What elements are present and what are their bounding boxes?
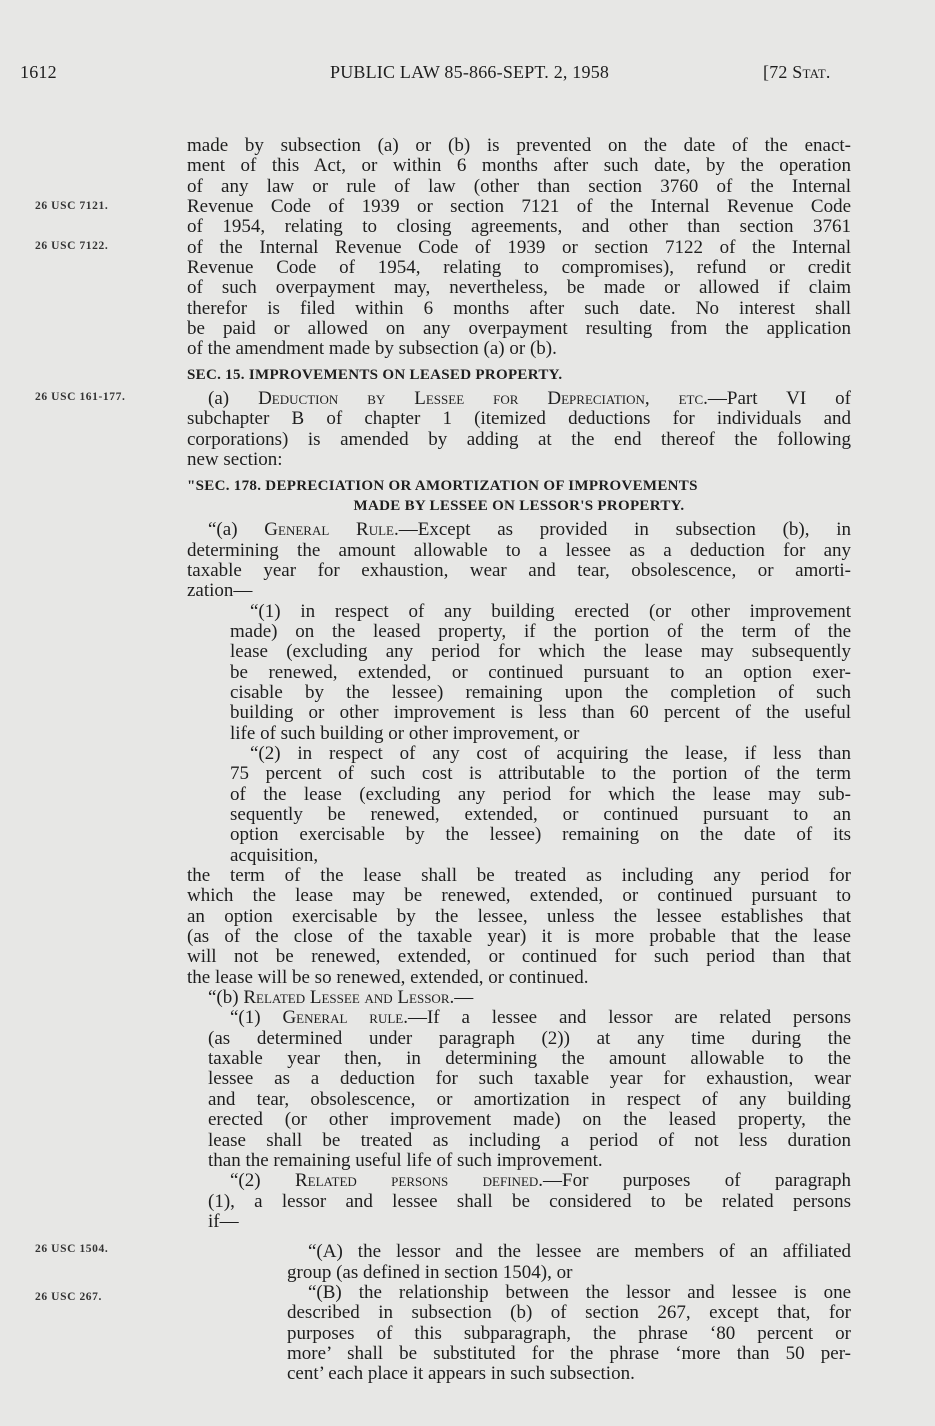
text-line: “(B) the relationship between the lessor and lessee is one [308, 1281, 851, 1303]
text-line: “(2) in respect of any cost of acquiring the lease, if less than [250, 742, 851, 764]
page-number: 1612 [20, 62, 57, 82]
paragraph [208, 1171, 851, 1232]
text-line: be renewed, extended, or continued pursuant to an option exer- [230, 661, 851, 683]
text-line: determining the amount allowable to a lessee as a deduction for any [187, 539, 851, 561]
text-line: Revenue Code of 1954, relating to compromises), refund or credit [187, 257, 851, 279]
margin-note: 26 USC 7121. [35, 200, 109, 212]
text-line: (as determined under paragraph (2)) at any time during the [208, 1027, 851, 1049]
text-line: option exercisable by the lessee) remaining on the date of its [230, 824, 851, 846]
subsection-caption: General rule. [282, 1007, 408, 1029]
margin-note: 26 USC 267. [35, 1291, 102, 1303]
paragraph [187, 866, 851, 988]
text-line: the term of the lease shall be treated as including any period for [187, 865, 851, 887]
text-segment: —Except as provided in subsection (b), in [398, 519, 851, 541]
text-line: acquisition, [230, 844, 319, 866]
text-segment: “(1) [230, 1007, 283, 1029]
subsection-caption: Deduction by Lessee for Depreciation, etc. [258, 388, 708, 410]
text-line: will not be renewed, extended, or continued for such period than that [187, 946, 851, 968]
text-line: described in subsection (b) of section 267, except that, for [287, 1302, 851, 1324]
section-heading [187, 476, 851, 517]
text-line: (1), a lessor and lessee shall be considered to be related persons [208, 1190, 851, 1212]
text-line: cisable by the lessee) remaining upon the completion of such [230, 681, 851, 703]
text-line: taxable year for exhaustion, wear and tear, obsolescence, or amorti- [187, 559, 851, 581]
text-line: erected (or other improvement made) on the leased property, the [208, 1109, 851, 1131]
text-line: ment of this Act, or within 6 months after such date, by the operation [187, 155, 851, 177]
paragraph [187, 988, 851, 1008]
paragraph [187, 520, 851, 601]
text-line: MADE BY LESSEE ON LESSOR'S PROPERTY. [353, 497, 685, 514]
text-line: than the remaining useful life of such improvement. [208, 1149, 603, 1171]
text-segment: “(2) [230, 1170, 295, 1192]
paragraph [208, 1008, 851, 1171]
text-line: zation— [187, 580, 253, 602]
text-line: which the lease may be renewed, extended, or continued pursuant to [187, 885, 851, 907]
text-line: SEC. 15. IMPROVEMENTS ON LEASED PROPERTY. [187, 366, 563, 383]
text-line: 75 percent of such cost is attributable to the portion of the term [230, 763, 851, 785]
margin-note: 26 USC 1504. [35, 1243, 109, 1255]
text-segment: —Part VI of [707, 388, 851, 410]
text-segment: “(a) [208, 519, 265, 541]
text-line: group (as defined in section 1504), or [287, 1261, 573, 1283]
text-line: taxable year then, in determining the amount allowable to the [208, 1048, 851, 1070]
text-line: sequently be renewed, extended, or continued pursuant to an [230, 804, 851, 825]
text-line: "SEC. 178. DEPRECIATION OR AMORTIZATION OF IMPROVEMENTS [187, 477, 698, 494]
text-line: made by subsection (a) or (b) is prevented on the date of the enact- [187, 135, 851, 156]
text-line: “(A) the lessor and the lessee are members of an affiliated [308, 1241, 851, 1263]
paragraph [187, 136, 851, 360]
text-line: if— [208, 1210, 239, 1232]
text-line: more’ shall be substituted for the phrase ‘more than 50 per- [287, 1342, 851, 1364]
text-line: cent’ each place it appears in such subsection. [287, 1363, 635, 1385]
stat-label: Stat. [792, 62, 831, 82]
text-line [208, 1171, 851, 1191]
text-line: be paid or allowed on any overpayment resulting from the application [187, 318, 851, 340]
subsection-caption: General Rule. [264, 519, 399, 541]
subsection-caption: Related Lessee and Lessor. [243, 987, 455, 1009]
text-segment: — [454, 987, 474, 1009]
section-heading [187, 365, 851, 385]
text-line: life of such building or other improvement, or [230, 722, 580, 744]
margin-note: 26 USC 161-177. [35, 391, 126, 403]
text-line: the lease will be so renewed, extended, or continued. [187, 966, 589, 988]
text-line: “(1) in respect of any building erected (or other improvement [250, 600, 851, 622]
text-line [187, 389, 851, 409]
text-line [187, 520, 851, 540]
text-segment: (a) [208, 388, 259, 410]
text-line: an option exercisable by the lessee, unless the lessee establishes that [187, 905, 851, 927]
text-segment: —If a lessee and lessor are related persons [407, 1007, 852, 1029]
margin-note: 26 USC 7122. [35, 240, 109, 252]
text-line: lease shall be treated as including a period of not less duration [208, 1129, 851, 1151]
text-line: of 1954, relating to closing agreements, and other than section 3761 [187, 216, 851, 238]
text-line [208, 1008, 851, 1028]
text-line: of any law or rule of law (other than section 3760 of the Internal [187, 175, 851, 197]
running-head: PUBLIC LAW 85-866-SEPT. 2, 1958 [330, 62, 610, 82]
text-line: of the lease (excluding any period for which the lease may sub- [230, 783, 851, 805]
text-line: Revenue Code of 1939 or section 7121 of the Internal Revenue Code [187, 196, 851, 218]
paragraph [230, 602, 851, 744]
text-line: building or other improvement is less than 60 percent of the useful [230, 702, 851, 724]
document-body [187, 136, 851, 1385]
text-line: (as of the close of the taxable year) it is more probable that the lease [187, 926, 851, 948]
paragraph [287, 1242, 851, 1283]
subsection-caption: Related persons defined. [295, 1170, 544, 1192]
paragraph [287, 1283, 851, 1385]
text-line: lessee as a deduction for such taxable year for exhaustion, wear [208, 1068, 851, 1090]
text-line: of the amendment made by subsection (a) or (b). [187, 338, 557, 360]
text-line: of such overpayment may, nevertheless, be made or allowed if claim [187, 277, 851, 299]
text-line: new section: [187, 449, 283, 471]
text-line: and tear, obsolescence, or amortization in respect of any building [208, 1088, 851, 1110]
text-segment: “(b) [208, 987, 244, 1009]
text-line: made) on the leased property, if the portion of the term of the [230, 620, 851, 642]
text-segment: —For purposes of paragraph [543, 1170, 851, 1192]
text-line: subchapter B of chapter 1 (itemized deductions for individuals and [187, 408, 851, 430]
paragraph [230, 744, 851, 866]
stat-bracket: [72 [763, 62, 793, 82]
statute-reference [763, 62, 831, 83]
text-line [187, 988, 851, 1008]
text-line: corporations) is amended by adding at the end thereof the following [187, 428, 851, 450]
paragraph [187, 389, 851, 470]
text-line: lease (excluding any period for which the lease may subsequently [230, 641, 851, 663]
text-line: of the Internal Revenue Code of 1939 or section 7122 of the Internal [187, 236, 851, 258]
text-line: therefor is filed within 6 months after such date. No interest shall [187, 297, 851, 319]
text-line: purposes of this subparagraph, the phrase ‘80 percent or [287, 1322, 851, 1344]
